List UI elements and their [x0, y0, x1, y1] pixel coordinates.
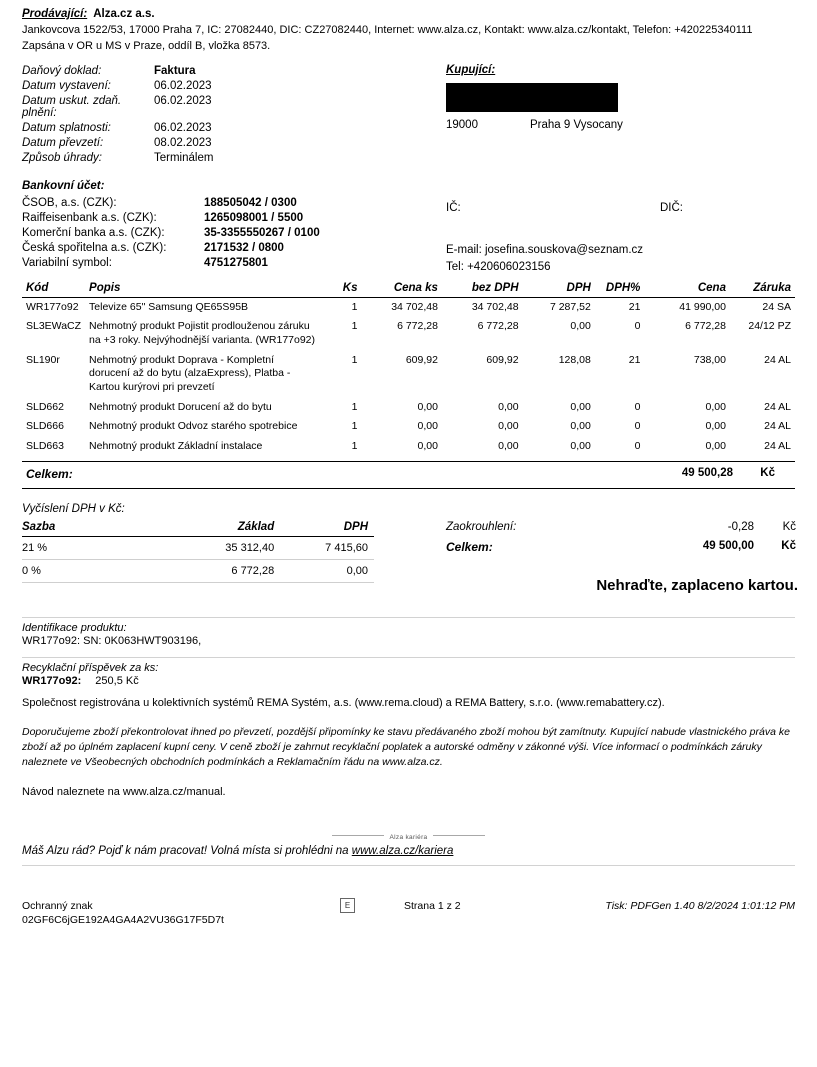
cell-dph-pct: 21: [628, 300, 641, 313]
cell-cena: 0,00: [705, 439, 726, 452]
buyer-ids-contact: [446, 202, 796, 275]
vat-summary-block: [22, 502, 798, 607]
ic-label: IČ:: [446, 201, 461, 214]
bank-value: 4751275801: [204, 257, 268, 270]
header-popis: Popis: [85, 280, 320, 298]
cell-cena-ks: 609,92: [405, 353, 438, 366]
invoice-body: [22, 8, 798, 940]
cell-dph-pct: 0: [634, 420, 641, 433]
recycling-fee-line: [22, 675, 795, 687]
vat-cell-zaklad: 35 312,40: [170, 536, 281, 559]
dic-label: DIČ:: [660, 201, 683, 214]
bank-value: 188505042 / 0300: [204, 197, 297, 210]
cell-cena-ks: 0,00: [417, 439, 438, 452]
cell-dph-pct: 0: [634, 400, 641, 413]
recycling-fee-value: 250,5 Kč: [95, 674, 139, 687]
print-datetime: 8/2/2024 1:01:12 PM: [697, 900, 795, 913]
buyer-city: Praha 9 Vysocany: [530, 118, 623, 131]
bank-title: Bankovní účet:: [22, 179, 105, 192]
meta-key: Datum převzetí:: [22, 137, 104, 150]
header-cena: Cena: [644, 280, 730, 298]
cell-cena: 0,00: [705, 400, 726, 413]
cell-popis: Nehmotný produkt Dorucení až do bytu: [89, 400, 272, 413]
cell-dph-pct: 0: [634, 439, 641, 452]
bank-key: Česká spořitelna a.s. (CZK):: [22, 242, 167, 255]
cell-zaruka: 24/12 PZ: [748, 320, 791, 333]
rounding-value: -0,28: [727, 520, 754, 533]
cell-ks: 1: [351, 400, 358, 413]
recycling-fee-code: WR177o92:: [22, 674, 82, 687]
meta-value: Faktura: [154, 65, 196, 78]
final-total-row: [446, 540, 796, 559]
vat-cell-zaklad: 6 772,28: [170, 559, 281, 582]
meta-row: [22, 136, 322, 151]
cell-popis: Nehmotný produkt Pojistit prodlouženou záruku na +3 roky. Nejvýhodnější varianta. (WR177o92): [89, 320, 316, 347]
seller-registration: Zapsána v OR u MS v Praze, oddíl B, vložka 8573.: [22, 39, 271, 52]
cell-zaruka: 24 AL: [764, 439, 791, 452]
meta-value: Terminálem: [154, 152, 214, 165]
meta-row: [22, 79, 322, 94]
cell-dph-pct: 21: [628, 353, 641, 366]
vat-title: Vyčíslení DPH v Kč:: [22, 502, 125, 515]
cell-cena-ks: 34 702,48: [391, 300, 438, 313]
seller-address: Jankovcova 1522/53, 17000 Praha 7, IC: 27082440, DIC: CZ27082440, Internet: www.alza.cz, Kontakt: www.alza.cz/kontakt, Telefon: +420225340111: [22, 24, 753, 36]
vat-header-row: [22, 519, 374, 537]
bank-row: [22, 211, 352, 226]
line-items-table: [22, 280, 795, 457]
table-row: [22, 351, 795, 398]
bank-and-contact: [22, 180, 795, 276]
vat-header-dph: DPH: [280, 519, 374, 537]
cell-cena-ks: 0,00: [417, 420, 438, 433]
cell-popis: Nehmotný produkt Doprava - Kompletní dorucení až do bytu (alzaExpress), Platba - Kartou kurýrovi pri prevzetí: [89, 353, 291, 394]
print-generator: Tisk: PDFGen 1.40: [605, 900, 695, 913]
print-info: [605, 900, 795, 912]
cell-cena: 738,00: [693, 353, 726, 366]
career-strip-label: Alza kariéra: [384, 834, 434, 841]
meta-row: [22, 151, 322, 166]
header-ks: Ks: [320, 280, 361, 298]
rema-registration-note: Společnost registrována u kolektivních systémů REMA Systém, a.s. (www.rema.cloud) a REMA Battery, s.r.o. (www.remabattery.cz).: [22, 696, 665, 709]
final-total-value: 49 500,00: [702, 539, 754, 552]
career-text: [22, 845, 795, 866]
buyer-phone: Tel: +420606023156: [446, 260, 551, 273]
seller-name: Alza.cz a.s.: [93, 8, 155, 20]
vat-cell-dph: 0,00: [280, 559, 374, 582]
rounding-label: Zaokrouhlení:: [446, 520, 517, 533]
product-identification: [22, 617, 795, 647]
meta-row: [22, 64, 322, 79]
product-identification-value: WR177o92: SN: 0K063HWT903196,: [22, 634, 202, 647]
cell-kod: SLD663: [26, 439, 64, 452]
header-dph-pct: DPH%: [595, 280, 645, 298]
table-row: [22, 559, 374, 582]
bank-value: 1265098001 / 5500: [204, 212, 304, 225]
vat-table: [22, 519, 374, 583]
bank-key: Variabilní symbol:: [22, 257, 112, 270]
header-cena-ks: Cena ks: [361, 280, 441, 298]
meta-row: [22, 121, 322, 136]
manual-note: Návod naleznete na www.alza.cz/manual.: [22, 786, 226, 799]
header-zaruka: Záruka: [730, 280, 795, 298]
seller-header: [22, 8, 795, 20]
buyer-city-line: [446, 119, 786, 131]
career-link[interactable]: www.alza.cz/kariera: [351, 845, 454, 858]
bank-key: Komerční banka a.s. (CZK):: [22, 227, 165, 240]
cell-kod: SL190r: [26, 353, 60, 366]
meta-key: Datum splatnosti:: [22, 122, 111, 135]
product-identification-title: Identifikace produktu:: [22, 621, 127, 634]
line-items-header-row: [22, 280, 795, 298]
recycling-fee: [22, 657, 795, 687]
cell-ks: 1: [351, 320, 358, 333]
rounding-row: [446, 521, 796, 540]
buyer-zip: 19000: [446, 118, 478, 131]
cell-bez-dph: 6 772,28: [477, 320, 519, 333]
cell-kod: SL3EWaCZ: [26, 320, 82, 333]
bank-row: [22, 196, 352, 211]
table-row: [22, 437, 795, 457]
cell-popis: Nehmotný produkt Odvoz starého spotrebice: [89, 420, 298, 433]
cell-dph: 0,00: [570, 420, 591, 433]
cell-dph: 7 287,52: [549, 300, 591, 313]
cell-bez-dph: 0,00: [498, 420, 519, 433]
table-row: [22, 417, 795, 437]
cell-bez-dph: 609,92: [486, 353, 519, 366]
meta-value: 06.02.2023: [154, 95, 212, 108]
recycling-fee-title: Recyklační příspěvek za ks:: [22, 661, 159, 674]
cell-ks: 1: [351, 353, 358, 366]
cell-bez-dph: 34 702,48: [471, 300, 519, 313]
cell-cena: 41 990,00: [679, 300, 726, 313]
bank-value: 35-3355550267 / 0100: [204, 227, 320, 240]
buyer-email: E-mail: josefina.souskova@seznam.cz: [446, 243, 644, 256]
cell-dph: 0,00: [570, 400, 591, 413]
table-row: [22, 536, 374, 559]
career-section: [22, 830, 795, 866]
cell-cena-ks: 6 772,28: [397, 320, 438, 333]
page-footer: [22, 900, 795, 940]
meta-value: 06.02.2023: [154, 80, 212, 93]
bank-accounts-table: [22, 196, 352, 271]
meta-value: 06.02.2023: [154, 122, 212, 135]
vat-cell-sazba: 21 %: [22, 536, 170, 559]
bank-row: [22, 241, 352, 256]
meta-and-buyer: [22, 64, 795, 166]
bank-key: Raiffeisenbank a.s. (CZK):: [22, 212, 157, 225]
cell-bez-dph: 0,00: [498, 439, 519, 452]
final-total-label: Celkem:: [446, 539, 493, 554]
invoice-meta-table: [22, 64, 322, 166]
cell-ks: 1: [351, 420, 358, 433]
protection-mark-label: Ochranný znak: [22, 900, 93, 913]
cell-cena-ks: 0,00: [417, 400, 438, 413]
bank-row: [22, 256, 352, 271]
seller-label: Prodávající:: [22, 8, 88, 20]
protection-mark-value: 02GF6C6jGE192A4GA4A2VU36G17F5D7t: [22, 914, 224, 927]
cell-zaruka: 24 AL: [764, 400, 791, 413]
table-row: [22, 297, 795, 317]
cell-kod: SLD666: [26, 420, 64, 433]
meta-key: Daňový doklad:: [22, 65, 102, 78]
buyer-tax-ids: [446, 202, 796, 214]
career-divider: [22, 830, 795, 840]
cell-zaruka: 24 SA: [762, 300, 791, 313]
cell-ks: 1: [351, 300, 358, 313]
bank-value: 2171532 / 0800: [204, 242, 284, 255]
cell-dph: 0,00: [570, 320, 591, 333]
cell-zaruka: 24 AL: [764, 353, 791, 366]
cell-dph: 0,00: [570, 439, 591, 452]
paid-by-card-note: Nehraďte, zaplaceno kartou.: [596, 576, 798, 594]
cell-cena: 0,00: [705, 420, 726, 433]
header-bez-dph: bez DPH: [442, 280, 523, 298]
table-row: [22, 398, 795, 418]
cell-dph: 128,08: [558, 353, 591, 366]
legal-disclaimer: Doporučujeme zboží překontrolovat ihned po převzetí, pozdější připomínky ke stavu předávaného zboží mohou být zamítnuty. Kupující nabude vlastnického práva ke zboží až po úplném zaplacení kupní ceny. V ceně zboží je zahrnut recyklační poplatek a autorské odměny v zákonné výši. Více informací o podmínkách záruky naleznete ve Všeobecných obchodních podmínkách a Reklamačním řádu na www.alza.cz.: [22, 725, 790, 769]
final-total-currency: Kč: [781, 539, 796, 552]
cell-zaruka: 24 AL: [764, 420, 791, 433]
header-dph: DPH: [523, 280, 595, 298]
bank-row: [22, 226, 352, 241]
totals-summary: [446, 521, 796, 559]
buyer-redacted-box: [446, 83, 618, 112]
meta-key: Datum vystavení:: [22, 80, 111, 93]
cell-popis: Nehmotný produkt Základní instalace: [89, 439, 263, 452]
vat-cell-dph: 7 415,60: [280, 536, 374, 559]
envelope-icon: E: [340, 898, 355, 913]
buyer-contact: [446, 242, 796, 275]
buyer-title: Kupující:: [446, 63, 496, 76]
cell-ks: 1: [351, 439, 358, 452]
meta-key: Způsob úhrady:: [22, 152, 102, 165]
cell-popis: Televize 65" Samsung QE65S95B: [89, 300, 249, 313]
cell-cena: 6 772,28: [685, 320, 726, 333]
meta-row: [22, 94, 322, 121]
grand-total-row: [22, 461, 795, 489]
page-number: Strana 1 z 2: [404, 900, 461, 913]
cell-kod: SLD662: [26, 400, 64, 413]
rounding-currency: Kč: [782, 520, 796, 533]
bank-key: ČSOB, a.s. (CZK):: [22, 197, 117, 210]
cell-kod: WR177o92: [26, 300, 79, 313]
grand-total-label: Celkem:: [26, 466, 73, 481]
meta-value: 08.02.2023: [154, 137, 212, 150]
meta-key: Datum uskut. zdaň. plnění:: [22, 95, 122, 120]
vat-header-sazba: Sazba: [22, 519, 170, 537]
vat-header-zaklad: Základ: [170, 519, 281, 537]
header-kod: Kód: [22, 280, 85, 298]
grand-total-currency: Kč: [760, 466, 775, 479]
career-text-before: Máš Alzu rád? Pojď k nám pracovat! Volná místa si prohlédni na: [22, 845, 352, 858]
table-row: [22, 317, 795, 350]
cell-dph-pct: 0: [634, 320, 641, 333]
buyer-block: [446, 64, 786, 131]
vat-cell-sazba: 0 %: [22, 559, 170, 582]
cell-bez-dph: 0,00: [498, 400, 519, 413]
grand-total-amount: 49 500,28: [681, 466, 733, 479]
